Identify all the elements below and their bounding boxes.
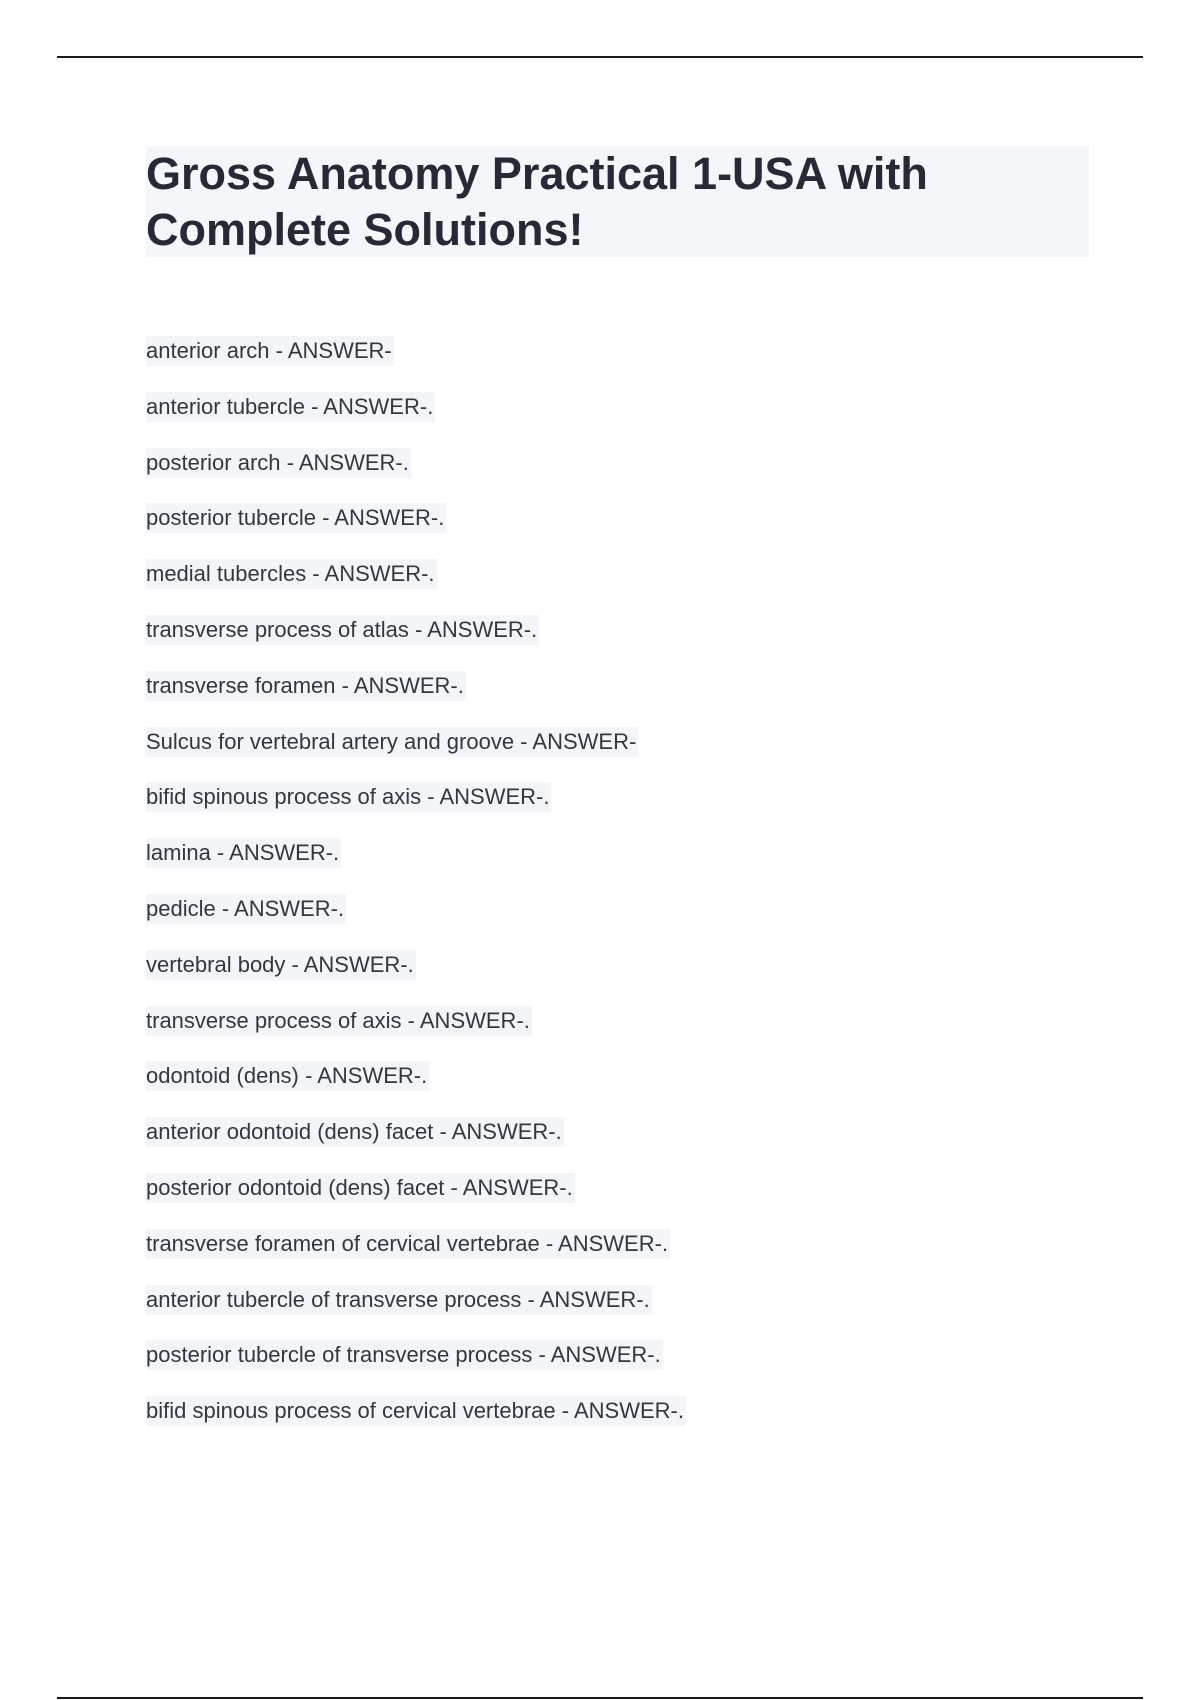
- list-item-text: transverse process of axis - ANSWER-.: [146, 1006, 532, 1036]
- list-item-text: Sulcus for vertebral artery and groove - ANSWER-: [146, 727, 638, 757]
- list-item: [146, 392, 686, 448]
- list-item: [146, 1229, 686, 1285]
- list-item-text: posterior tubercle of transverse process - ANSWER-.: [146, 1340, 663, 1370]
- bottom-rule: [57, 1697, 1143, 1699]
- answer-list: [146, 336, 686, 1452]
- list-item: [146, 559, 686, 615]
- list-item-text: anterior tubercle of transverse process - ANSWER-.: [146, 1285, 652, 1315]
- list-item-text: lamina - ANSWER-.: [146, 838, 341, 868]
- list-item: [146, 782, 686, 838]
- list-item: [146, 1061, 686, 1117]
- list-item: [146, 950, 686, 1006]
- list-item-text: posterior odontoid (dens) facet - ANSWER-.: [146, 1173, 575, 1203]
- list-item-text: transverse foramen - ANSWER-.: [146, 671, 466, 701]
- list-item-text: bifid spinous process of axis - ANSWER-.: [146, 782, 551, 812]
- list-item-text: medial tubercles - ANSWER-.: [146, 559, 437, 589]
- list-item: [146, 838, 686, 894]
- top-rule: [57, 56, 1143, 58]
- list-item-text: posterior tubercle - ANSWER-.: [146, 503, 446, 533]
- list-item: [146, 503, 686, 559]
- list-item-text: odontoid (dens) - ANSWER-.: [146, 1061, 429, 1091]
- list-item: [146, 671, 686, 727]
- list-item: [146, 1340, 686, 1396]
- list-item: [146, 727, 686, 783]
- list-item-text: vertebral body - ANSWER-.: [146, 950, 416, 980]
- list-item-text: anterior arch - ANSWER-: [146, 336, 394, 366]
- list-item-text: transverse process of atlas - ANSWER-.: [146, 615, 539, 645]
- list-item-text: transverse foramen of cervical vertebrae - ANSWER-.: [146, 1229, 670, 1259]
- list-item-text: bifid spinous process of cervical vertebrae - ANSWER-.: [146, 1396, 686, 1426]
- list-item-text: anterior odontoid (dens) facet - ANSWER-.: [146, 1117, 564, 1147]
- page-title: Gross Anatomy Practical 1-USA with Complete Solutions!: [146, 148, 928, 255]
- list-item: [146, 448, 686, 504]
- list-item-text: posterior arch - ANSWER-.: [146, 448, 411, 478]
- list-item-text: anterior tubercle - ANSWER-.: [146, 392, 435, 422]
- list-item-text: pedicle - ANSWER-.: [146, 894, 346, 924]
- title-block: [146, 146, 1089, 257]
- list-item: [146, 1117, 686, 1173]
- list-item: [146, 1396, 686, 1452]
- list-item: [146, 1006, 686, 1062]
- list-item: [146, 615, 686, 671]
- list-item: [146, 336, 686, 392]
- list-item: [146, 1173, 686, 1229]
- list-item: [146, 1285, 686, 1341]
- list-item: [146, 894, 686, 950]
